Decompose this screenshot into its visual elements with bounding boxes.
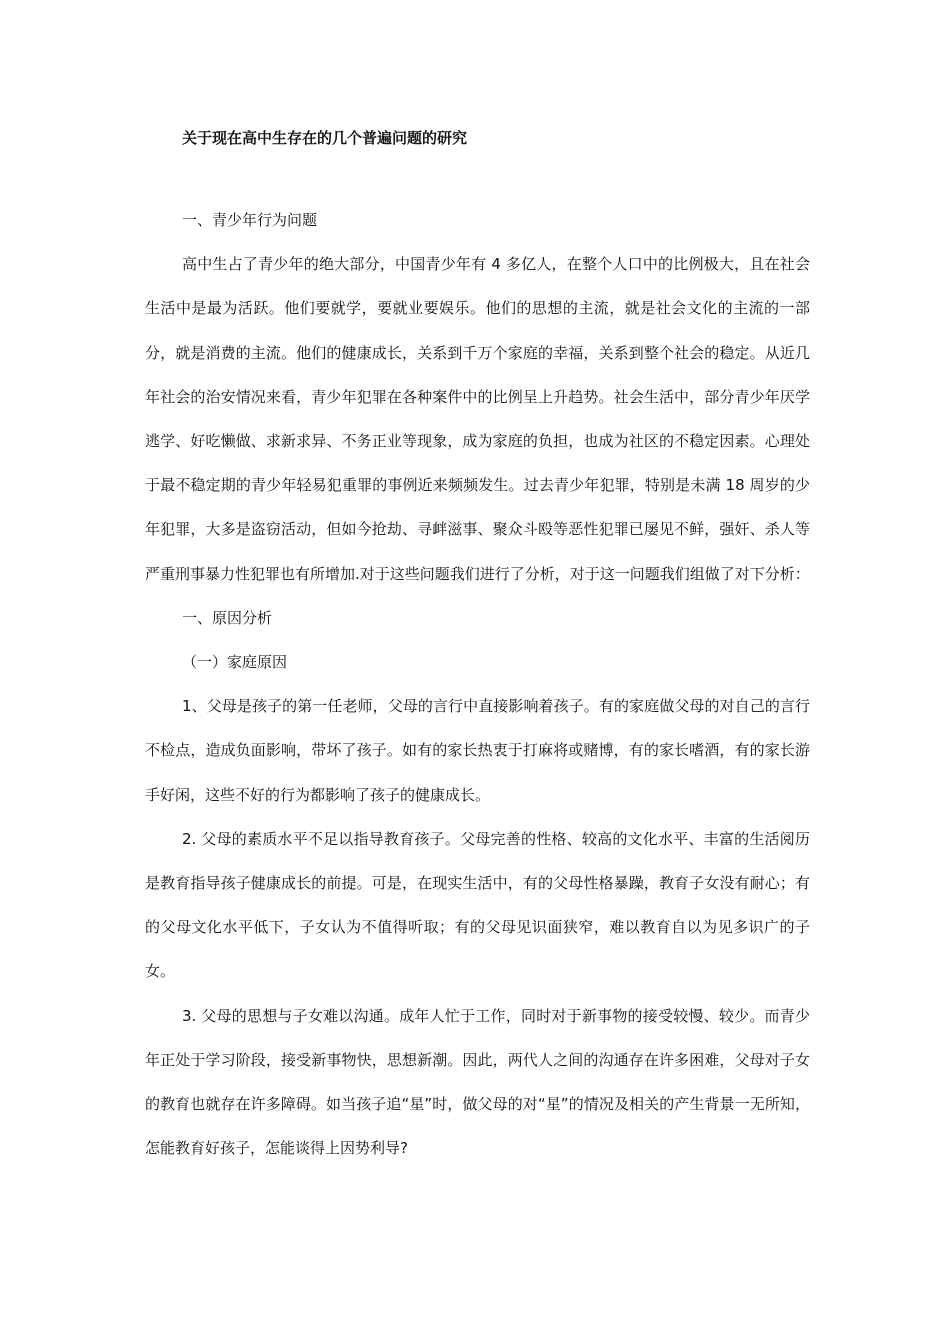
paragraph-item-3: 3. 父母的思想与子女难以沟通。成年人忙于工作，同时对于新事物的接受较慢、较少。而青少年正处于学习阶段，接受新事物快，思想新潮。因此，两代人之间的沟通存在许多困难，父母对子女的教育也就存在许多障碍。如当孩子追“星”时，做父母的对“星”的情况及相关的产生背景一无所知，怎能教育好孩子，怎能谈得上因势利导?: [145, 1006, 810, 1158]
document-body: [145, 198, 810, 1170]
section-heading-behavior: 一、青少年行为问题: [182, 211, 318, 229]
paragraph-item-2: 2. 父母的素质水平不足以指导教育孩子。父母完善的性格、较高的文化水平、丰富的生活阅历是教育指导孩子健康成长的前提。可是，在现实生活中，有的父母性格暴躁，教育子女没有耐心；有的父母文化水平低下，子女认为不值得听取；有的父母见识面狭窄，难以教育自以为见多识广的子女。: [145, 829, 810, 981]
paragraph-item-1: 1、父母是孩子的第一任老师，父母的言行中直接影响着孩子。有的家庭做父母的对自己的言行不检点，造成负面影响，带坏了孩子。如有的家长热衷于打麻将或赌博，有的家长嗜酒，有的家长游手好闲，这些不好的行为都影响了孩子的健康成长。: [145, 697, 810, 804]
document-title: 关于现在高中生存在的几个普遍问题的研究: [182, 129, 468, 147]
paragraph-intro: 高中生占了青少年的绝大部分，中国青少年有 4 多亿人，在整个人口中的比例极大，且在社会生活中是最为活跃。他们要就学，要就业要娱乐。他们的思想的主流，就是社会文化的主流的一部分，就是消费的主流。他们的健康成长，关系到千万个家庭的幸福，关系到整个社会的稳定。从近几年社会的治安情况来看，青少年犯罪在各种案件中的比例呈上升趋势。社会生活中，部分青少年厌学逃学、好吃懒做、求新求异、不务正业等现象，成为家庭的负担，也成为社区的不稳定因素。心理处于最不稳定期的青少年轻易犯重罪的事例近来频频发生。过去青少年犯罪，特别是未满 18 周岁的少年犯罪，大多是盗窃活动，但如今抢劫、寻衅滋事、聚众斗殴等恶性犯罪已屡见不鲜，强奸、杀人等严重刑事暴力性犯罪也有所增加.对于这些问题我们进行了分析，对于这一问题我们组做了对下分析：: [145, 255, 810, 583]
subsection-heading-family: （一）家庭原因: [182, 653, 288, 672]
section-heading-causes: 一、原因分析: [182, 608, 273, 627]
